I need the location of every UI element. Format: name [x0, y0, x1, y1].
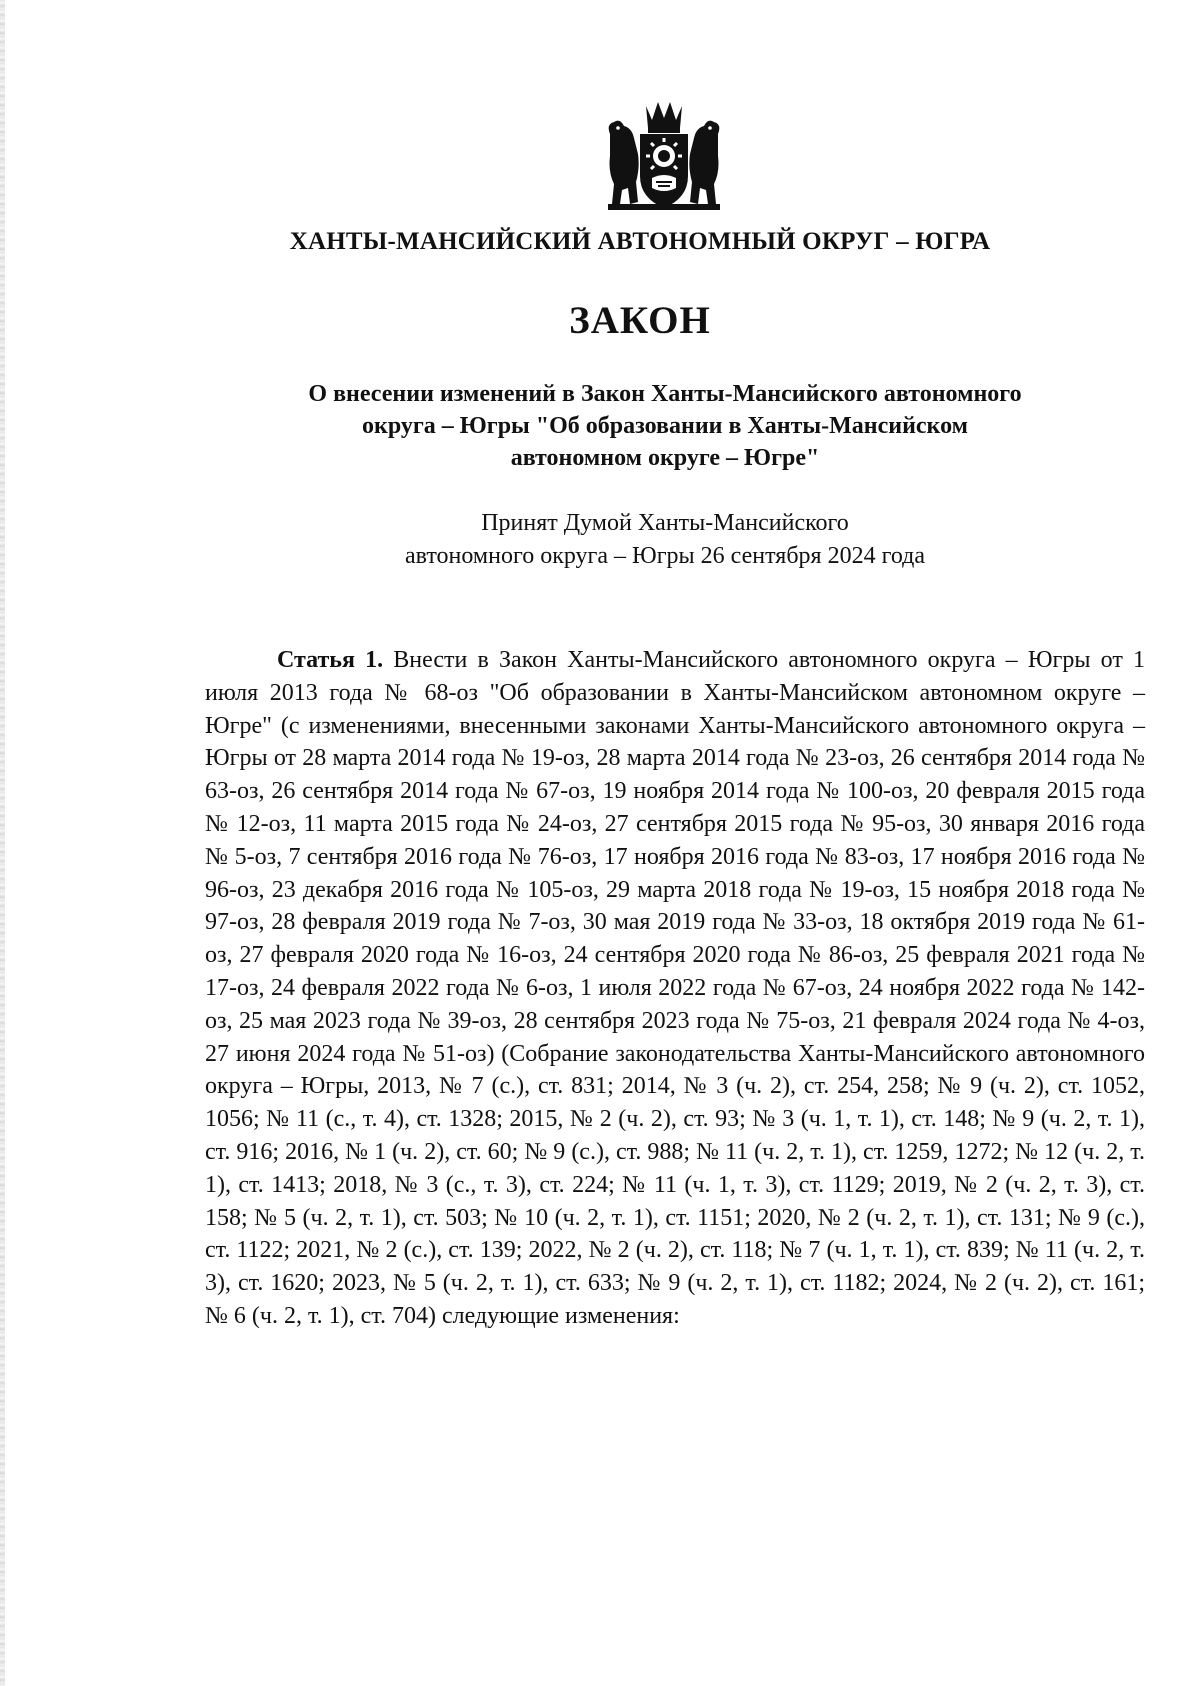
- subtitle-line-1: О внесении изменений в Закон Ханты-Мансийского автономного: [308, 381, 1022, 407]
- region-title: ХАНТЫ-МАНСИЙСКИЙ АВТОНОМНЫЙ ОКРУГ – ЮГРА: [289, 228, 991, 255]
- adoption-line-2: автономного округа – Югры 26 сентября 2024 года: [404, 543, 926, 569]
- document-type-heading: ЗАКОН: [569, 299, 711, 342]
- article-1-text: Внести в Закон Ханты-Мансийского автономного округа – Югры от 1 июля 2013 года № 68-оз "Об образовании в Ханты-Мансийском автономном округе – Югре" (с изменениями, внесенными законами Ханты-Мансийского автономного округа – Югры от 28 марта 2014 года № 19-оз, 28 марта 2014 года № 23-оз, 26 сентября 2014 года № 63-оз, 26 сентября 2014 года № 67-оз, 19 ноября 2014 года № 100-оз, 20 февраля 2015 года № 12-оз, 11 марта 2015 года № 24-оз, 27 сентября 2015 года № 95-оз, 30 января 2016 года № 5-оз, 7 сентября 2016 года № 76-оз, 17 ноября 2016 года № 83-оз, 17 ноября 2016 года № 96-оз, 23 декабря 2016 года № 105-оз, 29 марта 2018 года № 19-оз, 15 ноября 2018 года № 97-оз, 28 февраля 2019 года № 7-оз, 30 мая 2019 года № 33-оз, 18 октября 2019 года № 61-оз, 27 февраля 2020 года № 16-оз, 24 сентября 2020 года № 86-оз, 25 февраля 2021 года № 17-оз, 24 февраля 2022 года № 6-оз, 1 июля 2022 года № 67-оз, 24 ноября 2022 года № 142-оз, 25 мая 2023 года № 39-оз, 28 сентября 2023 года № 75-оз, 21 февраля 2024 года № 4-оз, 27 июня 2024 года № 51-оз) (Собрание законодательства Ханты-Мансийского автономного округа – Югры, 2013, № 7 (с.), ст. 831; 2014, № 3 (ч. 2), ст. 254, 258; № 9 (ч. 2), ст. 1052, 1056; № 11 (с., т. 4), ст. 1328; 2015, № 2 (ч. 2), ст. 93; № 3 (ч. 1, т. 1), ст. 148; № 9 (ч. 2, т. 1), ст. 916; 2016, № 1 (ч. 2), ст. 60; № 9 (с.), ст. 988; № 11 (ч. 2, т. 1), ст. 1259, 1272; № 12 (ч. 2, т. 1), ст. 1413; 2018, № 3 (с., т. 3), ст. 224; № 11 (ч. 1, т. 3), ст. 1129; 2019, № 2 (ч. 2, т. 3), ст. 158; № 5 (ч. 2, т. 1), ст. 503; № 10 (ч. 2, т. 1), ст. 1151; 2020, № 2 (ч. 2, т. 1), ст. 131; № 9 (с.), ст. 1122; 2021, № 2 (с.), ст. 139; 2022, № 2 (ч. 2), ст. 118; № 7 (ч. 1, т. 1), ст. 839; № 11 (ч. 2, т. 3), ст. 1620; 2023, № 5 (ч. 2, т. 1), ст. 633; № 9 (ч. 2, т. 1), ст. 1182; 2024, № 2 (ч. 2), ст. 161; № 6 (ч. 2, т. 1), ст. 704) следующие изменения:: [205, 647, 1145, 1329]
- subtitle-line-3: автономном округе – Югре": [510, 445, 820, 471]
- article-1-label: Статья 1.: [277, 647, 384, 673]
- coat-of-arms-icon: [602, 98, 726, 218]
- article-1-paragraph: [205, 644, 1145, 1333]
- adoption-note: [330, 507, 1000, 573]
- adoption-line-1: Принят Думой Ханты-Мансийского: [481, 510, 849, 536]
- subtitle-line-2: округа – Югры "Об образовании в Ханты-Мансийском: [362, 413, 968, 439]
- law-subtitle: [250, 378, 1080, 474]
